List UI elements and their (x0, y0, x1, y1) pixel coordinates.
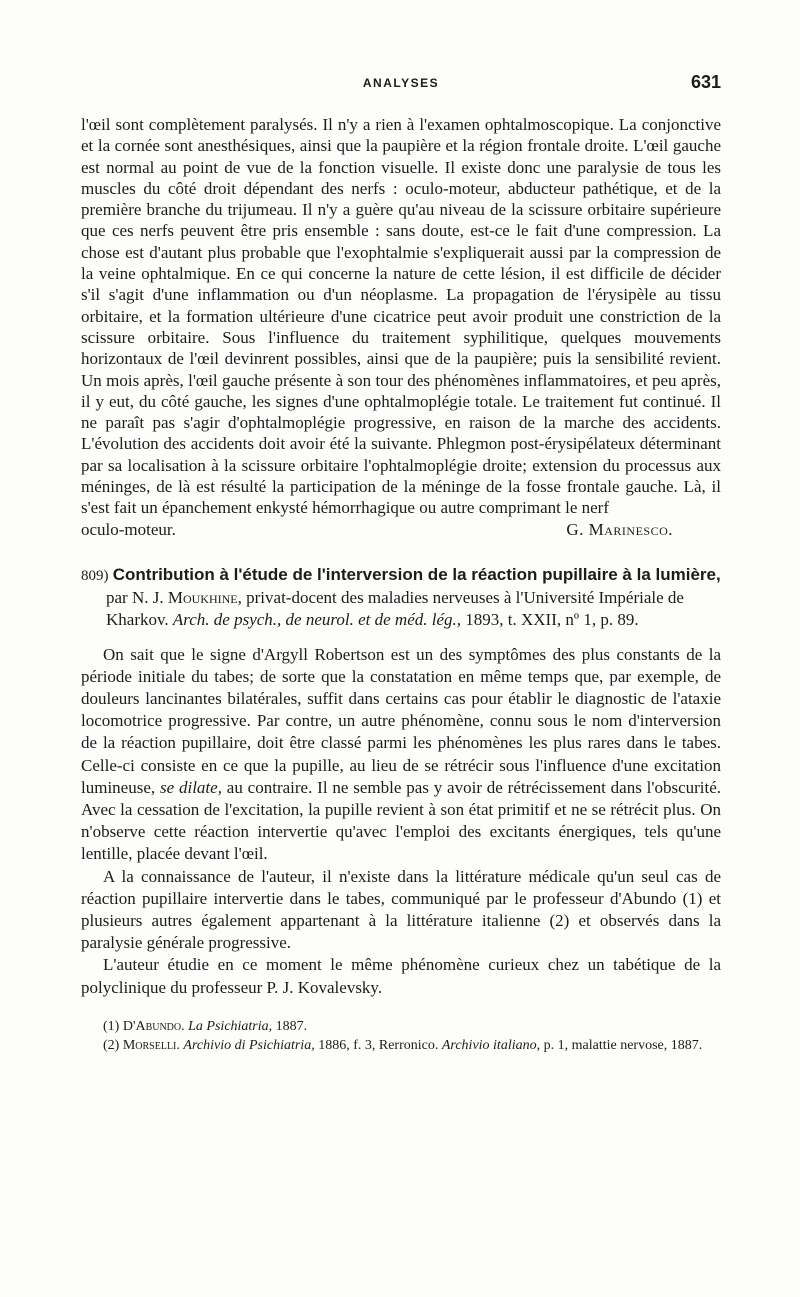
article-citation: 1893, t. XXII, nº 1, p. 89. (465, 609, 639, 629)
article-affiliation: privat-docent des maladies nerveuses à l'Université Impériale de Kharkov. (106, 587, 684, 629)
article-number: 809) (81, 567, 109, 584)
footnote-rest: p. 1, malattie nervose, 1887. (543, 1037, 703, 1053)
article-author: N. J. Moukhine, (131, 587, 242, 607)
footnote-2 (81, 1036, 721, 1055)
footnote-author: D'Abundo. (122, 1018, 185, 1034)
footnote-mark: (1) (103, 1018, 120, 1034)
footnote-mid: 1886, f. 3, Rerronico. (318, 1037, 439, 1053)
continuation-paragraph: l'œil sont complètement paralysés. Il n'y a rien à l'examen ophtalmoscopique. La conjonctive et la cornée sont anesthésiques, ainsi que la paupière et la région frontale droite. L'œil gauche est normal au point de vue de la fonction visuelle. Il existe donc une paralysie de tous les muscles du côté droit dépendant des nerfs : oculo-moteur, abducteur pathétique, et de la première branche du trijumeau. Il n'y a guère qu'au niveau de la scissure orbitaire supérieure que ces nerfs peuvent être pris ensemble : sans doute, est-ce le fait d'une compression. La chose est d'autant plus probable que l'exophtalmie s'expliquerait aussi par la compression de la veine ophtalmique. En ce qui concerne la nature de cette lésion, il est difficile de décider s'il s'agit d'une inflammation ou d'un néoplasme. La propagation de l'érysipèle au tissu orbitaire, et la formation ultérieure d'une cicatrice peut avoir produit une constriction de la scissure orbitaire. Sous l'influence du traitement syphilitique, quelques mouvements horizontaux de l'œil devinrent possibles, ainsi que de la paupière; puis la sensibilité revient. Un mois après, l'œil gauche présente à son tour des phénomènes inflammatoires, et peu après, il y eut, du côté gauche, les signes d'une ophtalmoplégie totale. Le traitement fut continué. Il ne paraît pas s'agir d'ophtalmoplégie progressive, en raison de la marche des accidents. L'évolution des accidents doit avoir été la suivante. Phlegmon post-érysipélateux déterminant par sa localisation à la scissure orbitaire l'ophtalmoplégie droite; extension du processus aux méninges, de là est résulté la participation de la méninge de la fosse frontale gauche. Là, il s'est fait un épanchement enkysté hémorrhagique ou autre comprimant le nerf (81, 115, 721, 518)
article-heading (81, 564, 721, 631)
page-header (81, 70, 721, 98)
footnote-1 (81, 1017, 721, 1036)
paragraph-1-text-b: au contraire. Il ne semble pas y avoir de rétrécissement dans l'obscurité. Avec la cessation de l'excitation, la pupille revient à son état primitif et ne se rétrécit plus. On n'observe cette réaction intervertie qu'avec l'emploi des excitants énergiques, tels qu'une lentille, placée devant l'œil. (81, 777, 722, 864)
author-signature: G. Marinesco. (566, 519, 673, 539)
paragraph-2: A la connaissance de l'auteur, il n'existe dans la littérature médicale qu'un seul cas de réaction pupillaire intervertie dans le tabes, communiqué par le professeur d'Abundo (1) et plusieurs autres également appartenant à la littérature italienne (2) et observés dans la paralysie générale progressive. (81, 866, 721, 953)
page-number: 631 (690, 72, 721, 92)
signature-line (81, 519, 721, 540)
footnotes (81, 1017, 721, 1055)
footnote-title-2: Archivio italiano, (441, 1037, 541, 1053)
footnote-author: Morselli. (122, 1037, 180, 1053)
paragraph-3: L'auteur étudie en ce moment le même phénomène curieux chez un tabétique de la polyclinique du professeur P. J. Kovalevsky. (81, 955, 721, 997)
footnote-title: Archivio di Psichiatria, (183, 1037, 315, 1053)
article-body (81, 644, 721, 999)
article-title: Contribution à l'étude de l'interversion de la réaction pupillaire à la lumière, (112, 564, 721, 584)
article-by: par (106, 587, 128, 607)
footnote-rest: 1887. (275, 1018, 308, 1034)
paragraph-1-emphasis: se dilate, (159, 777, 222, 797)
paragraph-1 (81, 644, 721, 866)
footnote-title: La Psichiatria, (188, 1018, 273, 1034)
page (81, 70, 721, 1055)
footnote-mark: (2) (103, 1037, 120, 1053)
last-line: oculo-moteur. (81, 519, 176, 539)
paragraph-1-text-a: On sait que le signe d'Argyll Robertson est un des symptômes des plus constants de la période initiale du tabes; de sorte que la constatation en même temps que, par exemple, de douleurs lancinantes bilatérales, suffit dans certains cas pour établir le diagnostic de l'ataxie locomotrice progressive. Par contre, un autre phénomène, connu sous le nom d'interversion de la réaction pupillaire, doit être classé parmi les phénomènes les plus rares dans le tabes. Celle-ci consiste en ce que la pupille, au lieu de se rétrécir sous l'influence d'une excitation lumineuse, (81, 644, 721, 797)
previous-article-continuation (81, 114, 721, 540)
article-journal: Arch. de psych., de neurol. et de méd. lég., (172, 609, 462, 629)
running-head: ANALYSES (362, 76, 440, 90)
